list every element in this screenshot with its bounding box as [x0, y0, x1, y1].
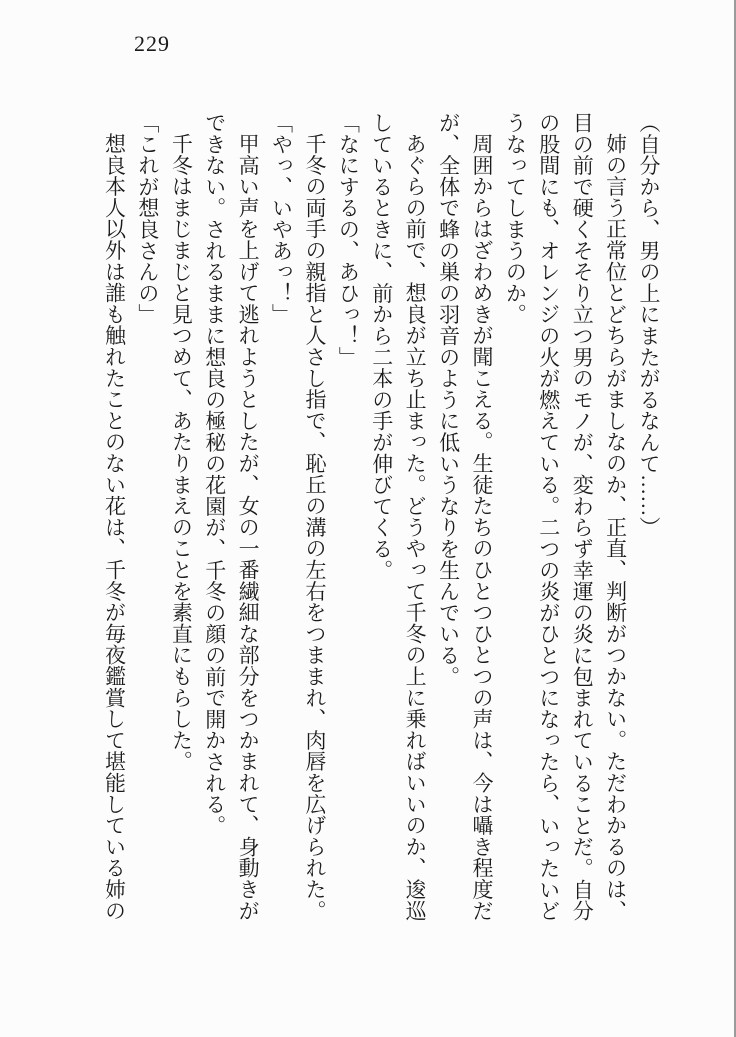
text-line: 目の前で硬くそそり立つ男のモノが、変わらず幸運の炎に包まれていることだ。自分 [570, 112, 595, 922]
text-line: 千冬の両手の親指と人さし指で、恥丘の溝の左右をつままれ、肉唇を広げられた。 [302, 133, 327, 922]
text-line: うなってしまうのか。 [503, 112, 528, 325]
text-line: しているときに、前から二本の手が伸びてくる。 [369, 112, 394, 581]
text-line: 「これが想良さんの」 [135, 112, 160, 325]
text-line: あぐらの前で、想良が立ち止まった。どうやって千冬の上に乗ればいいのか、逡巡 [403, 133, 428, 922]
text-line: 「なにするの、あひっ！」 [336, 112, 361, 368]
text-line: 千冬はまじまじと見つめて、あたりまえのことを素直にもらした。 [169, 133, 194, 773]
text-line: 甲高い声を上げて逃れようとしたが、女の一番繊細な部分をつかまれて、身動きが [236, 133, 261, 922]
page-number: 229 [134, 31, 170, 56]
text-line: できない。されるままに想良の極秘の花園が、千冬の顔の前で開かされる。 [202, 112, 227, 837]
text-line: 想良本人以外は誰も触れたことのない花は、千冬が毎夜鑑賞して堪能している姉の [102, 133, 127, 922]
text-line: が、全体で蜂の巣の羽音のように低いうなりを生んでいる。 [436, 112, 461, 688]
text-line: 「やっ、いやあっ！」 [269, 112, 294, 325]
text-line: （自分から、男の上にまたがるなんて……） [637, 112, 661, 538]
text-line: 周囲からはざわめきが聞こえる。生徒たちのひとつひとつの声は、今は囁き程度だ [469, 133, 494, 922]
text-block [97, 112, 665, 922]
text-line: の股間にも、オレンジの火が燃えている。二つの炎がひとつになったら、いったいど [536, 112, 561, 922]
text-line: 姉の言う正常位とどちらがましなのか、正直、判断がつかない。ただわかるのは、 [603, 133, 628, 922]
